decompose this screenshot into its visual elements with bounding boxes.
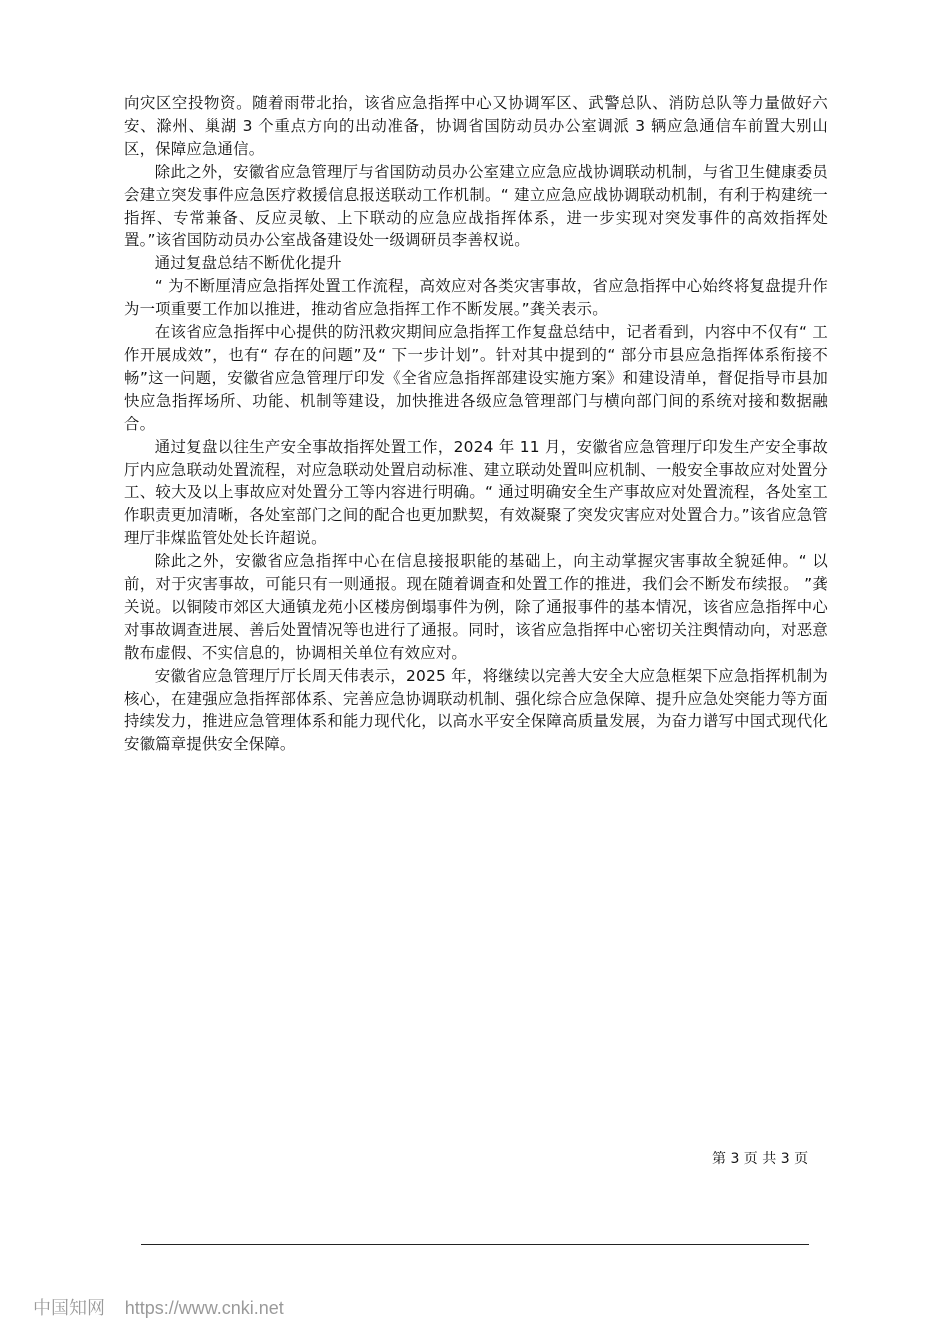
section-heading: 通过复盘总结不断优化提升 bbox=[154, 254, 342, 273]
paragraph: 在该省应急指挥中心提供的防汛救灾期间应急指挥工作复盘总结中，记者看到，内容中不仅有“ 工作开展成效”，也有“ 存在的问题”及“ 下一步计划”。针对其中提到的“ 部分市县应急指挥体系衔接不畅”这一问题，安徽省应急管理厅印发《全省应急指挥部建设实施方案》和建设清单，督促指导市县加快应急指挥场所、功能、机制等建设，加快推进各级应急管理部门与横向部门间的系统对接和数据融合。 bbox=[124, 323, 828, 433]
footer-divider bbox=[141, 1244, 809, 1245]
watermark bbox=[33, 1294, 284, 1320]
paragraph-continuation: 向灾区空投物资。随着雨带北抬，该省应急指挥中心又协调军区、武警总队、消防总队等力量做好六安、滁州、巢湖 3 个重点方向的出动准备，协调省国防动员办公室调派 3 辆应急通信车前置大别山区，保障应急通信。 bbox=[124, 94, 828, 158]
paragraph: 安徽省应急管理厅厅长周天伟表示，2025 年，将继续以完善大安全大应急框架下应急指挥机制为核心，在建强应急指挥部体系、完善应急协调联动机制、强化综合应急保障、提升应急处突能力等方面持续发力，推进应急管理体系和能力现代化，以高水平安全保障高质量发展，为奋力谱写中国式现代化安徽篇章提供安全保障。 bbox=[124, 666, 828, 754]
article-body bbox=[124, 92, 828, 756]
watermark-brand: 中国知网 bbox=[33, 1298, 105, 1319]
paragraph: 除此之外，安徽省应急管理厅与省国防动员办公室建立应急应战协调联动机制，与省卫生健康委员会建立突发事件应急医疗救援信息报送联动工作机制。“ 建立应急应战协调联动机制，有利于构建统一指挥、专常兼备、反应灵敏、上下联动的应急应战指挥体系，进一步实现对突发事件的高效指挥处置。”该省国防动员办公室战备建设处一级调研员李善权说。 bbox=[124, 162, 828, 250]
paragraph: 通过复盘以往生产安全事故指挥处置工作，2024 年 11 月，安徽省应急管理厅印发生产安全事故厅内应急联动处置流程，对应急联动处置启动标准、建立联动处置叫应机制、一般安全事故应对处置分工、较大及以上事故应对处置分工等内容进行明确。“ 通过明确安全生产事故应对处置流程，各处室工作职责更加清晰，各处室部门之间的配合也更加默契，有效凝聚了突发灾害应对处置合力。”该省应急管理厅非煤监管处处长许超说。 bbox=[124, 437, 828, 548]
paragraph: “ 为不断厘清应急指挥处置工作流程，高效应对各类灾害事故，省应急指挥中心始终将复盘提升作为一项重要工作加以推进，推动省应急指挥工作不断发展。”龚关表示。 bbox=[124, 277, 828, 319]
watermark-url: https://www.cnki.net bbox=[124, 1298, 284, 1318]
page-number: 第 3 页 共 3 页 bbox=[712, 1151, 809, 1167]
paragraph: 除此之外，安徽省应急指挥中心在信息接报职能的基础上，向主动掌握灾害事故全貌延伸。“ 以前，对于灾害事故，可能只有一则通报。现在随着调查和处置工作的推进，我们会不断发布续报。 ”龚关说。以铜陵市郊区大通镇龙苑小区楼房倒塌事件为例，除了通报事件的基本情况，该省应急指挥中心对事故调查进展、善后处置情况等也进行了通报。同时，该省应急指挥中心密切关注舆情动向，对恶意散布虚假、不实信息的，协调相关单位有效应对。 bbox=[124, 552, 828, 662]
